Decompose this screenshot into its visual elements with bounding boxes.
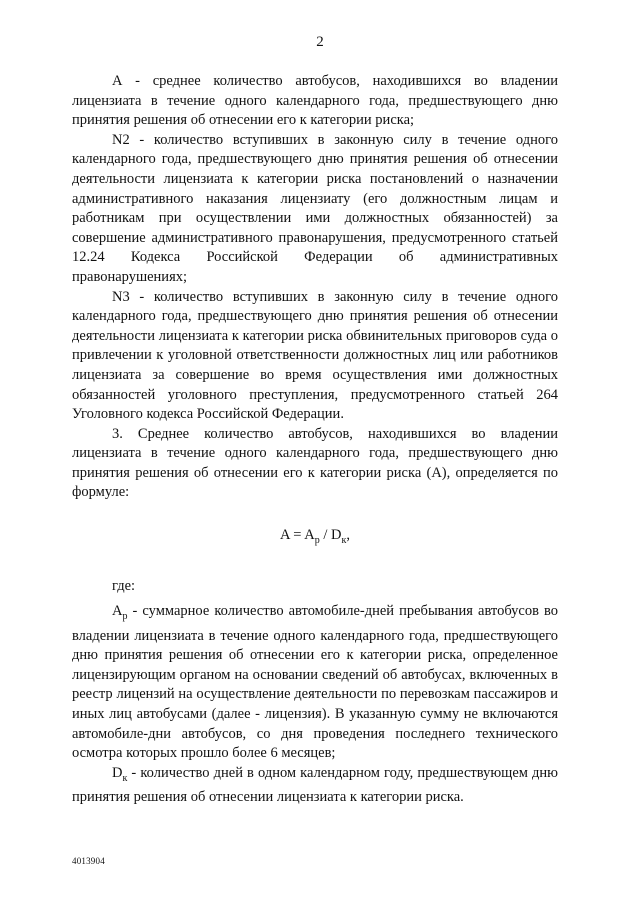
where-label: где: <box>112 577 136 594</box>
formula-tail: , <box>346 527 350 544</box>
paragraph-3: 3. Среднее количество автобусов, находившихся во владении лицензиата в течение одного календарного года, предшествующего дню принятия решения об отнесении его к категории риска (А), определяется по формуле: <box>72 425 558 501</box>
definition-ap <box>72 602 558 764</box>
ap-symbol: A <box>112 603 123 620</box>
formula-sub-k: к <box>341 534 347 546</box>
definition-dk <box>72 764 558 808</box>
document-id: 4013904 <box>72 856 105 866</box>
definition-n2: N2 - количество вступивших в законную силу в течение одного календарного года, предшествующего дню принятия решения об отнесении деятельности лицензиата к категории риска постановлений о назначении административного наказания лицензиату (его должностным лицам и работникам при осуществлении ими должностных обязанностей) за совершение административного правонарушения, предусмотренного статьей 12.24 Кодекса Российской Федерации об административных правонарушениях; <box>72 131 558 285</box>
definition-a: А - среднее количество автобусов, находившихся во владении лицензиата в течение одного календарного года, предшествующего дню принятия решения об отнесении его к категории риска; <box>72 73 558 129</box>
formula-mid: / D <box>319 527 342 544</box>
dk-text: - количество дней в одном календарном году, предшествующем дню принятия решения об отнесении лицензиата к категории риска. <box>72 764 558 806</box>
ap-sub: р <box>122 611 128 623</box>
formula-lhs: A = A <box>279 527 315 544</box>
dk-symbol: D <box>112 764 123 781</box>
document-body <box>72 72 558 808</box>
formula-sub-p: p <box>314 534 320 546</box>
page-number: 2 <box>316 34 324 50</box>
ap-text: - суммарное количество автомобиле-дней пребывания автобусов во владении лицензиата в течение одного календарного года, предшествующего дню принятия решения об отнесении его к категории риска, определенное лицензирующим органом на основании сведений об автобусах, включенных в реестр лицензий на осуществление деятельности по перевозкам пассажиров и иных лиц автобусами (далее - лицензия). В указанную сумму не включаются автомобиле-дни автобусов, со дня проведения последнего технического осмотра которых прошло более 6 месяцев; <box>72 603 558 762</box>
formula <box>72 526 558 550</box>
definition-n3: N3 - количество вступивших в законную силу в течение одного календарного года, предшествующего дню принятия решения об отнесении деятельности лицензиата к категории риска обвинительных приговоров суда о привлечении к уголовной ответственности должностных лиц или работников лицензиата за совершение во время осуществления ими должностных обязанностей уголовного преступления, предусмотренного статьей 264 Уголовного кодекса Российской Федерации. <box>72 288 558 423</box>
dk-sub: к <box>122 772 128 784</box>
